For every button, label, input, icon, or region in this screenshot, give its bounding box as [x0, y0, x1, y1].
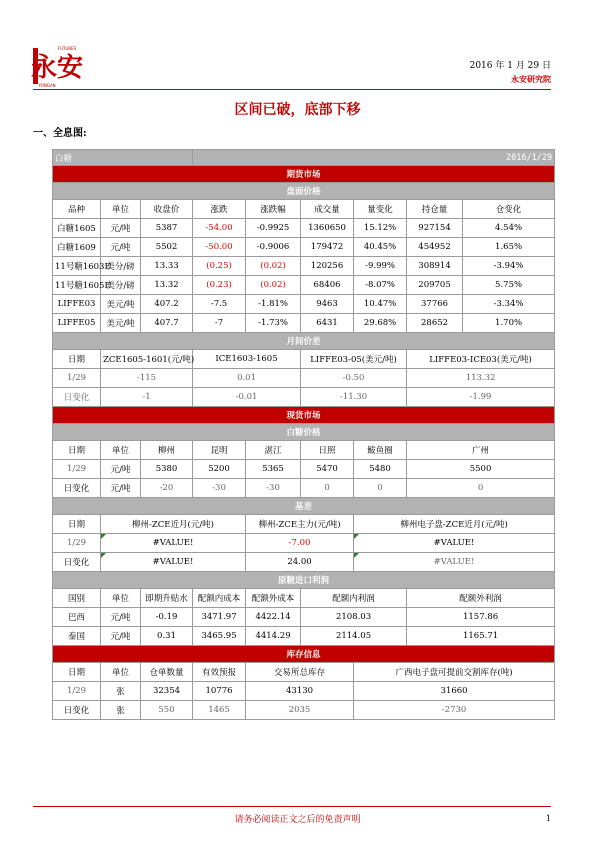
table-cell: 4414.29 — [246, 627, 301, 646]
col-header: 单位 — [101, 441, 141, 460]
table-cell: 4.54% — [463, 219, 555, 238]
table-cell: 0 — [301, 479, 354, 498]
table-cell: 5.75% — [463, 276, 555, 295]
col-header: 仓变化 — [463, 200, 555, 219]
col-header: 日期 — [53, 350, 101, 369]
page-number: 1 — [545, 814, 551, 823]
col-header: LIFFE03-05(美元/吨) — [301, 350, 407, 369]
col-header: 单位 — [101, 663, 141, 682]
table-cell: 元/吨 — [101, 608, 141, 627]
col-header: 广州 — [407, 441, 555, 460]
table-cell: 32354 — [141, 682, 193, 701]
table-cell: 120256 — [301, 257, 354, 276]
table-cell: -3.94% — [463, 257, 555, 276]
table-cell: 113.32 — [407, 369, 555, 388]
table-cell: 4422.14 — [246, 608, 301, 627]
table-cell: -9.99% — [354, 257, 407, 276]
table-cell: -1.99 — [407, 388, 555, 407]
table-cell: -0.9925 — [246, 219, 301, 238]
col-header: 配额内成本 — [193, 589, 246, 608]
table-cell: 张 — [101, 701, 141, 720]
table-cell: 24.00 — [246, 553, 354, 572]
table-cell: 9463 — [301, 295, 354, 314]
table-cell: 10.47% — [354, 295, 407, 314]
table-cell: -8.07% — [354, 276, 407, 295]
table-row — [53, 701, 555, 720]
table-cell: 美分/磅 — [101, 257, 141, 276]
yongan-logo — [30, 44, 84, 88]
footer-divider — [33, 806, 551, 807]
table-cell: 1360650 — [301, 219, 354, 238]
col-header: 柳州 — [141, 441, 193, 460]
table-cell: 1/29 — [53, 682, 101, 701]
logo-text-top: FUTURES — [57, 46, 77, 51]
col-header: 成交量 — [301, 200, 354, 219]
col-header: 有效预报 — [193, 663, 246, 682]
table-cell: 308914 — [407, 257, 463, 276]
col-header: 单位 — [101, 589, 141, 608]
basis-header-row — [53, 515, 555, 534]
col-header: LIFFE03-ICE03(美元/吨) — [407, 350, 555, 369]
table-cell: (0.02) — [246, 276, 301, 295]
table-cell: -1.81% — [246, 295, 301, 314]
table-cell: -1.73% — [246, 314, 301, 333]
col-header: 日照 — [301, 441, 354, 460]
inventory-header-row — [53, 663, 555, 682]
col-header: 配额外利润 — [407, 589, 555, 608]
table-cell: 5500 — [407, 460, 555, 479]
report-date: 2016 年 1 月 29 日 — [469, 61, 551, 71]
table-cell: 10776 — [193, 682, 246, 701]
table-cell: 日变化 — [53, 701, 101, 720]
futures-market-title: 期货市场 — [53, 166, 555, 183]
col-header: 交易所总库存 — [246, 663, 354, 682]
table-cell: -3.34% — [463, 295, 555, 314]
table-cell: #VALUE! — [101, 553, 246, 572]
col-header: 柳州-ZCE主力(元/吨) — [246, 515, 354, 534]
section-heading: 一、全息图: — [33, 128, 87, 139]
col-header: 单位 — [101, 200, 141, 219]
col-header: 日期 — [53, 515, 101, 534]
table-cell: 2114.05 — [301, 627, 407, 646]
col-header: 昆明 — [193, 441, 246, 460]
table-cell: 元/吨 — [101, 479, 141, 498]
import-header-row — [53, 589, 555, 608]
table-cell: 2035 — [246, 701, 354, 720]
table-cell: 1165.71 — [407, 627, 555, 646]
table-cell: 0.31 — [141, 627, 193, 646]
table-cell: 0.01 — [193, 369, 301, 388]
table-cell: 31660 — [354, 682, 555, 701]
table-cell: -115 — [101, 369, 193, 388]
col-header: 即期升贴水 — [141, 589, 193, 608]
table-cell: 37766 — [407, 295, 463, 314]
table-cell: 1/29 — [53, 534, 101, 553]
table-cell: #VALUE! — [101, 534, 246, 553]
col-header: 广西电子盘可提前交割库存(吨) — [354, 663, 555, 682]
table-row — [53, 460, 555, 479]
table-cell: 3471.97 — [193, 608, 246, 627]
spot-panel-title: 白糖价格 — [53, 424, 555, 441]
col-header: 湛江 — [246, 441, 301, 460]
table-cell: 13.32 — [141, 276, 193, 295]
table-cell: 11号糖1605E — [53, 276, 101, 295]
table-cell: 0 — [354, 479, 407, 498]
table-cell: -0.19 — [141, 608, 193, 627]
col-header: 国别 — [53, 589, 101, 608]
table-cell: 元/吨 — [101, 219, 141, 238]
col-header: 日期 — [53, 441, 101, 460]
col-header: 鲅鱼圈 — [354, 441, 407, 460]
col-header: 品种 — [53, 200, 101, 219]
table-cell: 15.12% — [354, 219, 407, 238]
logo-mark: 永安 — [30, 53, 84, 83]
table-cell: 11号糖1603E — [53, 257, 101, 276]
table-cell: (0.02) — [246, 257, 301, 276]
table-top-date: 2016/1/29 — [193, 150, 555, 166]
table-cell: 179472 — [301, 238, 354, 257]
col-header: 涨跌幅 — [246, 200, 301, 219]
table-cell: -30 — [193, 479, 246, 498]
table-cell: 3465.95 — [193, 627, 246, 646]
table-row — [53, 257, 555, 276]
table-cell: 1.70% — [463, 314, 555, 333]
table-cell: -54.00 — [193, 219, 246, 238]
table-cell: -20 — [141, 479, 193, 498]
col-header: 配额外成本 — [246, 589, 301, 608]
table-cell: 白糖1609 — [53, 238, 101, 257]
table-cell: 5470 — [301, 460, 354, 479]
table-cell: -7 — [193, 314, 246, 333]
table-cell: 5380 — [141, 460, 193, 479]
table-row — [53, 553, 555, 572]
table-cell: 1157.86 — [407, 608, 555, 627]
inventory-title: 库存信息 — [53, 646, 555, 663]
table-cell: 28652 — [407, 314, 463, 333]
table-cell: 日变化 — [53, 479, 101, 498]
futures-panel-title: 盘面价格 — [53, 183, 555, 200]
table-cell: 张 — [101, 682, 141, 701]
table-cell: 1/29 — [53, 460, 101, 479]
table-cell: 6431 — [301, 314, 354, 333]
table-cell: 13.33 — [141, 257, 193, 276]
table-cell: 白糖1605 — [53, 219, 101, 238]
col-header: 持仓量 — [407, 200, 463, 219]
basis-title: 基差 — [53, 498, 555, 515]
table-cell: -0.50 — [301, 369, 407, 388]
table-cell: 泰国 — [53, 627, 101, 646]
report-title: 区间已破，底部下移 — [234, 102, 361, 118]
table-row — [53, 219, 555, 238]
table-row — [53, 276, 555, 295]
table-cell: LIFFE05 — [53, 314, 101, 333]
table-row — [53, 388, 555, 407]
table-cell: 日变化 — [53, 388, 101, 407]
col-header: 量变化 — [354, 200, 407, 219]
table-cell: 29.68% — [354, 314, 407, 333]
table-cell: 550 — [141, 701, 193, 720]
table-cell: 美分/磅 — [101, 276, 141, 295]
research-dept: 永安研究院 — [511, 74, 551, 84]
table-cell: -0.9006 — [246, 238, 301, 257]
table-cell: 1/29 — [53, 369, 101, 388]
sugar-holographic-table — [52, 149, 554, 720]
table-cell: 5502 — [141, 238, 193, 257]
futures-header-row — [53, 200, 555, 219]
col-header: 配额内利润 — [301, 589, 407, 608]
table-row — [53, 295, 555, 314]
table-row — [53, 238, 555, 257]
table-row — [53, 314, 555, 333]
table-cell: (0.23) — [193, 276, 246, 295]
table-cell: 927154 — [407, 219, 463, 238]
table-cell: -1 — [101, 388, 193, 407]
table-cell: 日变化 — [53, 553, 101, 572]
table-cell: 5387 — [141, 219, 193, 238]
table-cell: 0 — [407, 479, 555, 498]
table-cell: 1.65% — [463, 238, 555, 257]
table-cell: 5200 — [193, 460, 246, 479]
table-cell: -0.01 — [193, 388, 301, 407]
table-cell: 1465 — [193, 701, 246, 720]
table-row — [53, 479, 555, 498]
table-cell: 元/吨 — [101, 627, 141, 646]
table-cell: -50.00 — [193, 238, 246, 257]
table-cell: 元/吨 — [101, 460, 141, 479]
table-cell: 43130 — [246, 682, 354, 701]
spread-header-row — [53, 350, 555, 369]
table-row — [53, 608, 555, 627]
import-profit-title: 原糖进口利润 — [53, 572, 555, 589]
table-top-label: 白糖 — [53, 150, 193, 166]
table-cell: #VALUE! — [354, 534, 555, 553]
table-cell: -2730 — [354, 701, 555, 720]
col-header: 柳州电子盘-ZCE近月(元/吨) — [354, 515, 555, 534]
col-header: ICE1603-1605 — [193, 350, 301, 369]
table-cell: -7.00 — [246, 534, 354, 553]
table-row — [53, 627, 555, 646]
table-cell: LIFFE03 — [53, 295, 101, 314]
col-header: 日期 — [53, 663, 101, 682]
col-header: 收盘价 — [141, 200, 193, 219]
spot-market-title: 现货市场 — [53, 407, 555, 424]
table-cell: 209705 — [407, 276, 463, 295]
table-cell: 407.2 — [141, 295, 193, 314]
table-cell: 5365 — [246, 460, 301, 479]
table-cell: -30 — [246, 479, 301, 498]
col-header: 仓单数量 — [141, 663, 193, 682]
table-cell: (0.25) — [193, 257, 246, 276]
table-row — [53, 682, 555, 701]
table-cell: 元/吨 — [101, 238, 141, 257]
col-header: ZCE1605-1601(元/吨) — [101, 350, 193, 369]
spot-header-row — [53, 441, 555, 460]
table-cell: 40.45% — [354, 238, 407, 257]
table-row — [53, 534, 555, 553]
col-header: 涨跌 — [193, 200, 246, 219]
table-cell: #VALUE! — [354, 553, 555, 572]
table-cell: 454952 — [407, 238, 463, 257]
table-cell: -7.5 — [193, 295, 246, 314]
header-divider — [33, 89, 551, 90]
table-cell: 68406 — [301, 276, 354, 295]
table-cell: 2108.03 — [301, 608, 407, 627]
table-cell: 美元/吨 — [101, 314, 141, 333]
table-cell: 5480 — [354, 460, 407, 479]
table-row — [53, 369, 555, 388]
table-cell: 巴西 — [53, 608, 101, 627]
table-cell: 美元/吨 — [101, 295, 141, 314]
table-cell: 407.7 — [141, 314, 193, 333]
col-header: 柳州-ZCE近月(元/吨) — [101, 515, 246, 534]
table-cell: -11.30 — [301, 388, 407, 407]
disclaimer-notice: 请务必阅读正文之后的免责声明 — [234, 815, 361, 825]
spread-title: 月间价差 — [53, 333, 555, 350]
logo-text-bottom: YONGAN — [38, 83, 56, 88]
